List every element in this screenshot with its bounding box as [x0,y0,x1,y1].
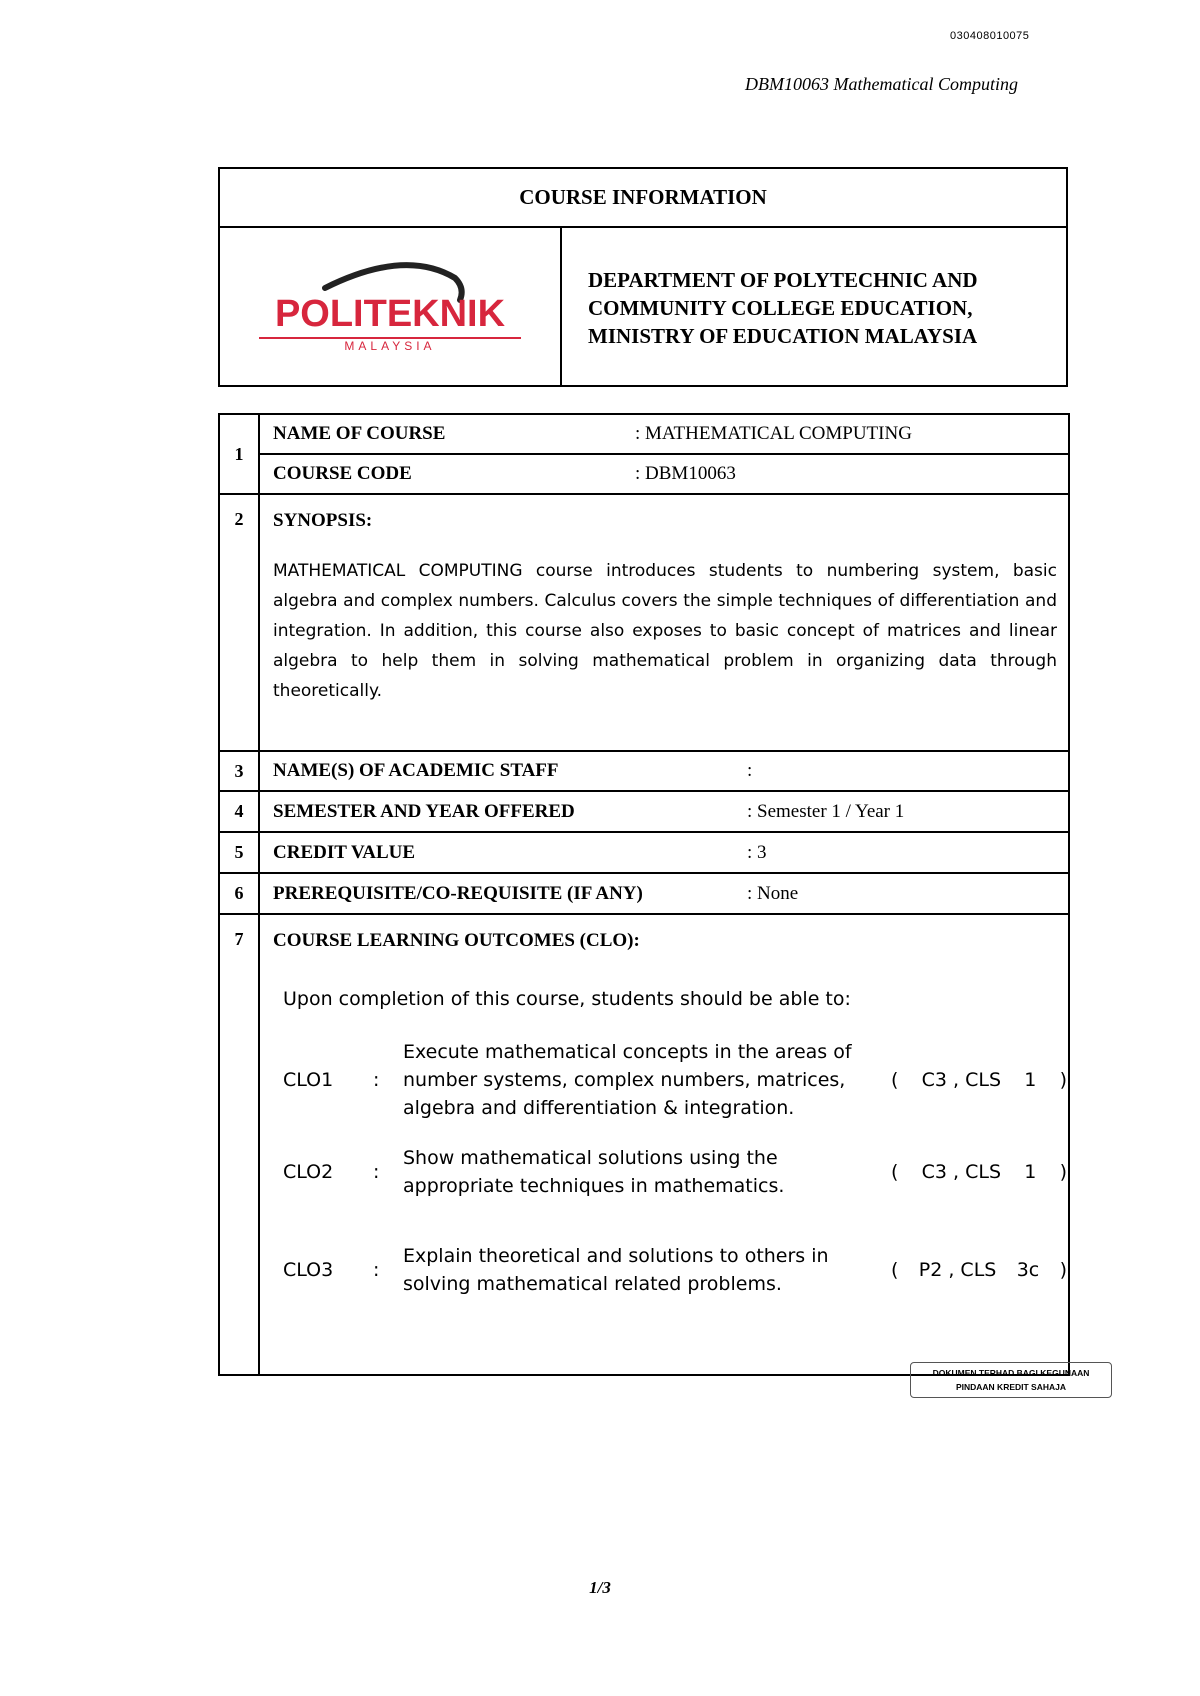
clo-code: CLO3 [283,1259,334,1281]
row-number-7: 7 [219,914,259,1375]
clo-cls: 1 [1024,1069,1037,1091]
row-number-1: 1 [219,414,259,494]
semester-value: : Semester 1 / Year 1 [747,800,905,822]
clo-code: CLO2 [283,1161,334,1183]
document-id: 030408010075 [950,30,1030,42]
clo-code: CLO1 [283,1069,334,1091]
clo-close-paren: ) [1059,1069,1067,1091]
credit-value-label: CREDIT VALUE [273,841,416,863]
synopsis-label: SYNOPSIS: [273,510,373,531]
clo-label: COURSE LEARNING OUTCOMES (CLO): [273,930,640,951]
course-information-box [218,167,1068,387]
clo-item [261,1144,1067,1200]
course-details-table [218,413,1070,1376]
synopsis-text: MATHEMATICAL COMPUTING course introduces students to numbering system, basic algebra and complex numbers. Calculus covers the simple techniques of differentiation and integration. In addition, this course also exposes to basic concept of matrices and linear algebra to help them in solving mathematical problem in organizing data through theoretically. [273,561,1057,701]
clo-level-text: C3 , CLS [921,1069,1002,1091]
restricted-document-stamp [910,1362,1112,1398]
stamp-line-2: PINDAAN KREDIT SAHAJA [955,1382,1067,1392]
course-information-title: COURSE INFORMATION [220,169,1066,228]
department-line-2: COMMUNITY COLLEGE EDUCATION, [588,295,973,320]
clo-domain-level [881,1069,1067,1091]
clo-cls: 1 [1024,1161,1037,1183]
page-number: 1/3 [589,1578,611,1597]
clo-description: Show mathematical solutions using the appropriate techniques in mathematics. [403,1147,785,1197]
row-number-5: 5 [219,832,259,873]
clo-open-paren: ( [891,1259,899,1281]
stamp-line-1: DOKUMEN TERHAD BAGI KEGUNAAN [932,1368,1090,1378]
clo-item [261,1038,1067,1122]
clo-cls: 3c [1016,1259,1040,1281]
semester-label: SEMESTER AND YEAR OFFERED [273,800,575,822]
clo-description: Explain theoretical and solutions to others in solving mathematical related problems. [403,1245,829,1295]
course-code-value: : DBM10063 [635,463,736,484]
credit-value-value: : 3 [747,841,767,863]
running-header: DBM10063 Mathematical Computing [745,74,1018,94]
department-name [562,228,1066,387]
name-of-course-value: : MATHEMATICAL COMPUTING [635,423,912,444]
clo-close-paren: ) [1059,1161,1067,1183]
academic-staff-label: NAME(S) OF ACADEMIC STAFF [273,760,559,781]
clo-intro: Upon completion of this course, students should be able to: [283,988,851,1010]
prerequisite-label: PREREQUISITE/CO-REQUISITE (IF ANY) [273,882,643,904]
politeknik-logo [220,228,562,387]
clo-close-paren: ) [1059,1259,1067,1281]
department-line-3: MINISTRY OF EDUCATION MALAYSIA [588,323,978,348]
logo-subtitle: MALAYSIA [344,338,436,353]
academic-staff-value: : [747,760,753,781]
row-number-4: 4 [219,791,259,832]
course-code-label: COURSE CODE [273,463,412,484]
clo-colon: : [373,1259,380,1281]
clo-item [261,1242,1067,1298]
row-number-2: 2 [219,494,259,751]
logo-wordmark: POLITEKNIK [274,292,506,335]
name-of-course-label: NAME OF COURSE [273,423,446,444]
clo-domain-level [881,1161,1067,1183]
department-line-1: DEPARTMENT OF POLYTECHNIC AND [588,267,978,292]
clo-colon: : [373,1161,380,1183]
clo-domain-level [881,1259,1067,1281]
clo-colon: : [373,1069,380,1091]
clo-open-paren: ( [891,1161,899,1183]
politeknik-logo-icon [255,258,525,358]
row-number-6: 6 [219,873,259,914]
clo-open-paren: ( [891,1069,899,1091]
clo-level-text: P2 , CLS [918,1259,997,1281]
prerequisite-value: : None [747,882,799,904]
clo-level-text: C3 , CLS [921,1161,1002,1183]
clo-description: Execute mathematical concepts in the areas of number systems, complex numbers, matrices, algebra and differentiation & integration. [403,1041,852,1119]
row-number-3: 3 [219,751,259,791]
